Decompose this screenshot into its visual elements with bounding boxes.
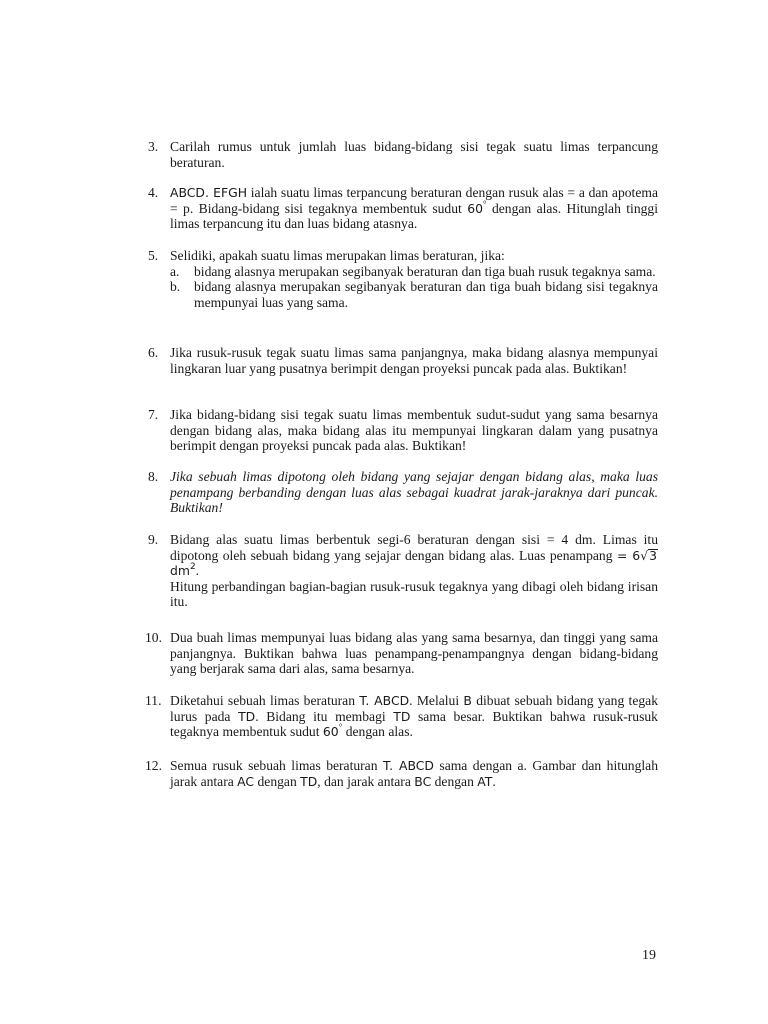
degree-symbol: ° xyxy=(482,198,487,209)
subitem-text: bidang alasnya merupakan segibanyak beraturan dan tiga buah bidang sisi tegaknya mempunyai luas yang sama. xyxy=(194,279,658,310)
problem-6 xyxy=(148,345,658,376)
exponent: 2 xyxy=(189,562,196,573)
math-expression: T. ABCD xyxy=(382,758,434,773)
math-expression: BC xyxy=(414,773,432,789)
problem-8 xyxy=(148,469,658,516)
problem-9 xyxy=(148,532,658,610)
problem-text: ABCD. EFGH ialah suatu limas terpancung beraturan dengan rusuk alas = a dan apotema = p. Bidang-bidang sisi tegaknya membentuk sudut 60° dengan alas. Hitunglah tinggi limas terpancung itu dan luas bidang atasnya. xyxy=(170,185,658,232)
degree-symbol: ° xyxy=(338,722,343,733)
problem-10 xyxy=(145,630,658,677)
math-expression: B xyxy=(463,693,472,708)
problem-text: Jika sebuah limas dipotong oleh bidang yang sejajar dengan bidang alas, maka luas penampang berbanding dengan luas alas sebagai kuadrat jarak-jaraknya dari puncak. Buktikan! xyxy=(170,469,658,516)
math-expression: TD xyxy=(300,773,318,789)
problem-text: Jika bidang-bidang sisi tegak suatu limas membentuk sudut-sudut yang sama besarnya dengan bidang alas, maka bidang alas itu mempunyai lingkaran dalam yang pusatnya berimpit dengan proyeksi puncak pada alas. Buktikan! xyxy=(170,407,658,454)
problem-number: 10. xyxy=(145,630,162,645)
problem-text: Selidiki, apakah suatu limas merupakan limas beraturan, jika: xyxy=(170,248,505,263)
problem-12 xyxy=(145,758,659,789)
radical-term: 3 xyxy=(649,547,657,563)
page-number: 19 xyxy=(642,948,656,963)
math-expression: TD xyxy=(238,708,256,724)
problem-text: Semua rusuk sebuah limas beraturan T. ABCD sama dengan a. Gambar dan hitunglah jarak antara AC dengan TD, dan jarak antara BC dengan AT. xyxy=(170,758,659,789)
subitem-label: b. xyxy=(170,279,181,295)
subitem-text: bidang alasnya merupakan segibanyak beraturan dan tiga buah rusuk tegaknya sama. xyxy=(194,263,656,279)
problem-number: 12. xyxy=(145,758,162,773)
math-expression: = 6√3 $dm^2$ xyxy=(170,547,657,579)
math-expression: 60 xyxy=(467,200,483,216)
problem-11 xyxy=(145,693,658,740)
math-expression: TD xyxy=(393,708,411,724)
problem-text: Dua buah limas mempunyai luas bidang alas yang sama besarnya, dan tinggi yang sama panjangnya. Buktikan bahwa luas penampang-penampangnya dengan bidang-bidang yang berjarak sama dari alas, sama besarnya. xyxy=(170,630,658,677)
math-expression: AC xyxy=(237,773,255,789)
subitem-label: a. xyxy=(170,263,180,279)
subitem-b xyxy=(170,279,658,310)
problem-number: 11. xyxy=(145,693,162,708)
problem-7 xyxy=(148,407,658,454)
math-expression: ABCD. EFGH xyxy=(170,185,248,200)
math-expression: 60 xyxy=(322,724,339,740)
math-expression: AT xyxy=(477,773,493,789)
problem-5 xyxy=(148,248,658,310)
math-expression: T. ABCD xyxy=(359,693,410,708)
problem-text: Carilah rumus untuk jumlah luas bidang-bidang sisi tegak suatu limas terpancung beraturan. xyxy=(170,139,658,170)
problem-number: 3. xyxy=(148,139,159,154)
problem-number: 7. xyxy=(148,407,159,422)
problem-text: Jika rusuk-rusuk tegak suatu limas sama panjangnya, maka bidang alasnya mempunyai lingkaran luar yang pusatnya berimpit dengan proyeksi puncak pada alas. Buktikan! xyxy=(170,345,658,376)
subitem-a xyxy=(170,264,658,280)
problem-number: 9. xyxy=(148,532,159,547)
problem-4 xyxy=(148,185,658,232)
problem-number: 5. xyxy=(148,248,159,263)
problem-number: 4. xyxy=(148,185,159,200)
problem-text: Bidang alas suatu limas berbentuk segi-6 beraturan dengan sisi = 4 dm. Limas itu dipotong oleh sebuah bidang yang sejajar dengan bidang alas. Luas penampang = 6√3 $dm^2$. Hitung perbandingan bagian-bagian rusuk-rusuk tegaknya yang dibagi oleh bidang irisan itu. xyxy=(170,532,658,610)
problem-number: 6. xyxy=(148,345,159,360)
problem-number: 8. xyxy=(148,469,159,484)
problem-text: Diketahui sebuah limas beraturan T. ABCD. Melalui B dibuat sebuah bidang yang tegak lurus pada TD. Bidang itu membagi TD sama besar. Buktikan bahwa rusuk-rusuk tegaknya membentuk sudut 60° dengan alas. xyxy=(170,693,658,740)
problem-3 xyxy=(148,139,658,170)
